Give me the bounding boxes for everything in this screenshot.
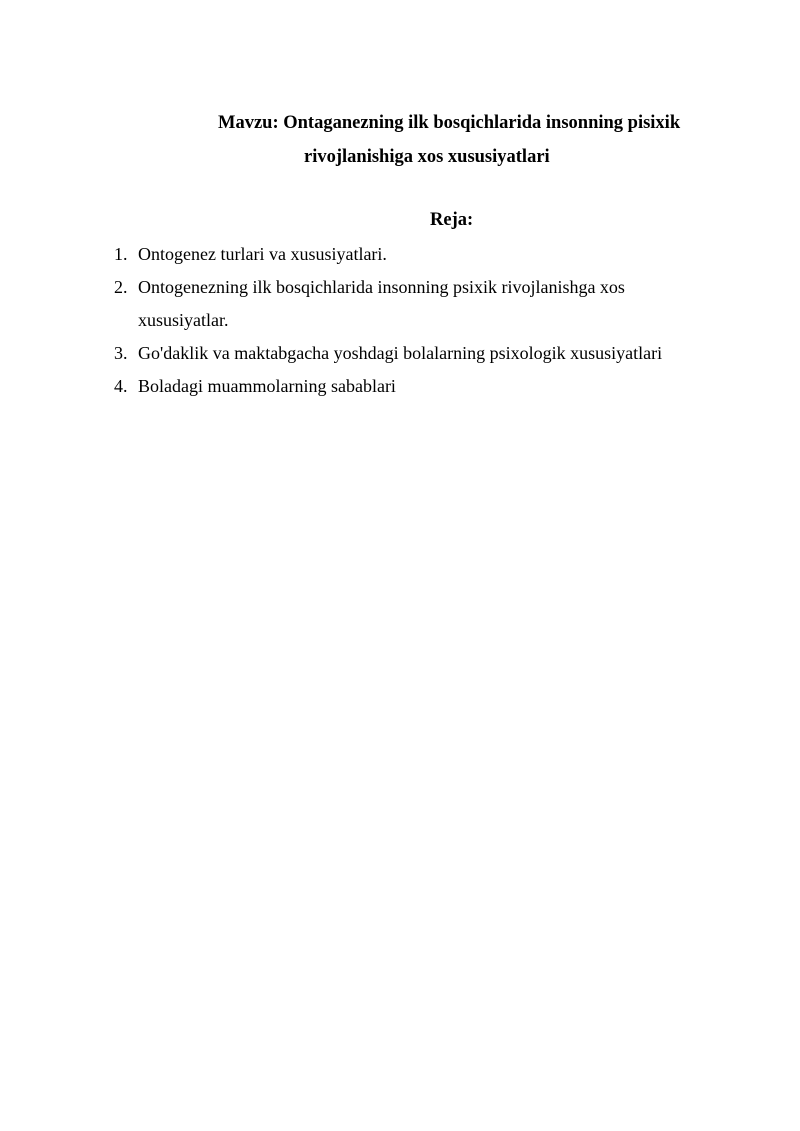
plan-item-2: [0, 271, 800, 337]
plan-item-text: Ontogenezning ilk bosqichlarida insonning psixik rivojlanishga xos xususiyatlar.: [138, 277, 625, 330]
plan-item-4: [0, 370, 800, 403]
plan-item-number: 1.: [114, 244, 128, 264]
plan-item-text: Go'daklik va maktabgacha yoshdagi bolalarning psixologik xususiyatlari: [138, 343, 663, 363]
plan-item-number: 3.: [114, 343, 128, 363]
plan-item-text: Ontogenez turlari va xususiyatlari.: [138, 244, 387, 264]
plan-item-text: Boladagi muammolarning sabablari: [138, 376, 396, 396]
plan-list: [0, 238, 800, 403]
title-line-1: Mavzu: Ontaganezning ilk bosqichlarida insonning pisixik: [218, 113, 681, 133]
plan-item-3: [0, 337, 800, 370]
plan-item-number: 4.: [114, 376, 128, 396]
plan-item-number: 2.: [114, 277, 128, 297]
title-line-2: rivojlanishiga xos xususiyatlari: [304, 147, 550, 167]
document-title: [0, 106, 800, 174]
plan-heading: Reja:: [430, 210, 474, 230]
plan-item-1: [0, 238, 800, 271]
